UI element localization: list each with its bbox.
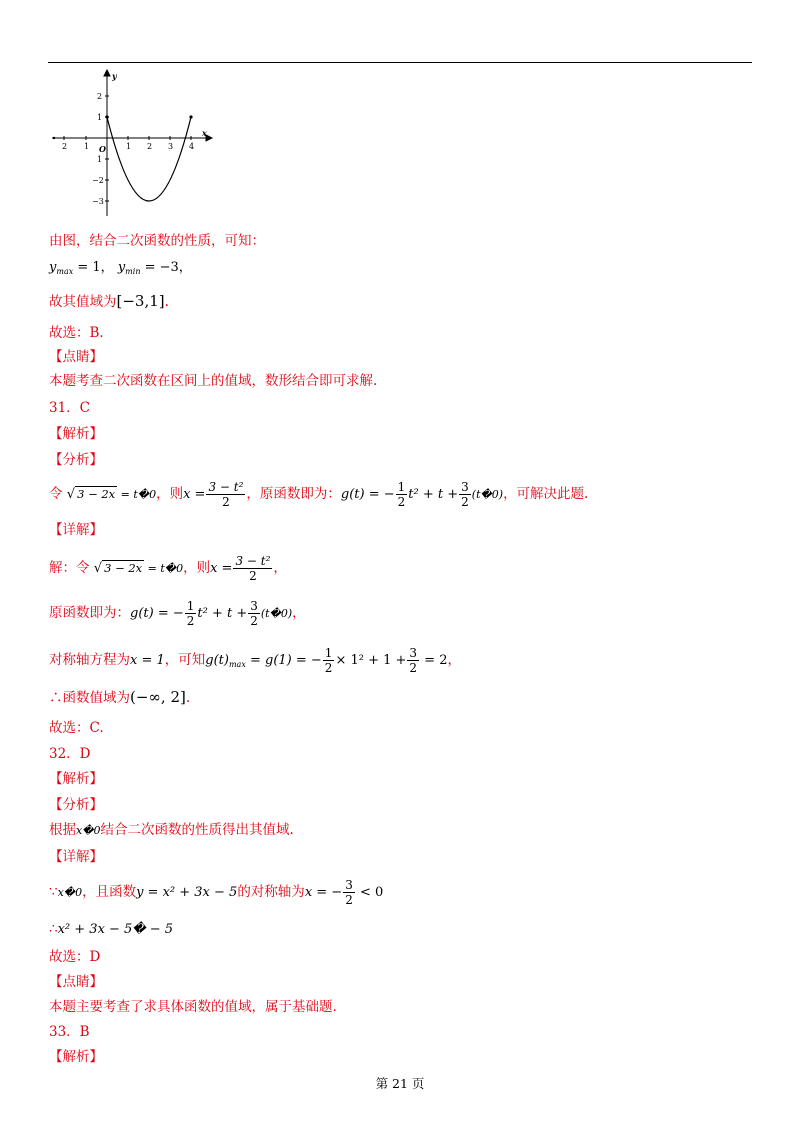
- fraction: $\frac{\text{3 − t²}}{2}$: [208, 480, 244, 509]
- conclusion-line: [49, 920, 173, 939]
- fraction: $\frac{1}{2}$: [324, 646, 333, 675]
- solution-line: 解：令 √ 3 − 2x = t�0，则x = $\frac{\text{3 − t²}}{2}$ ，: [49, 554, 287, 583]
- section-heading: 【解析】: [49, 426, 103, 442]
- math-text: g(t) = −: [340, 487, 395, 502]
- fraction: $\frac{1}{2}$: [397, 480, 406, 509]
- fraction: $\frac{3}{2}$: [250, 599, 258, 628]
- left-endpoint-dot: [105, 115, 108, 118]
- solution-line: [49, 877, 383, 908]
- subscript-min: min: [125, 267, 141, 276]
- header-rule: [48, 62, 752, 63]
- text-span: 对称轴方程为: [49, 652, 130, 668]
- text-line: 由图，结合二次函数的性质，可知：: [49, 233, 265, 249]
- math-text: = −3，: [140, 260, 192, 275]
- section-heading: 【解析】: [49, 771, 103, 787]
- x-tick-label: 1: [84, 142, 90, 151]
- question-number: 32．D: [49, 746, 91, 762]
- text-line: 本题考查二次函数在区间上的值域，数形结合即可求解.: [49, 373, 378, 389]
- text-span: ∴: [49, 921, 58, 937]
- fraction: $\frac{3}{2}$: [345, 878, 353, 907]
- range-line: [49, 292, 169, 311]
- text-span: ，: [292, 605, 306, 621]
- var-y: y: [117, 260, 126, 275]
- text-span: ，: [273, 560, 287, 576]
- math-text: (t�0): [471, 488, 504, 501]
- math-text: × 1² + 1 +: [335, 653, 407, 668]
- text-span: 原函数即为：: [49, 605, 130, 621]
- y-tick-label: −3: [92, 197, 104, 206]
- subscript-max: max: [228, 660, 246, 669]
- x-tick-label: 2: [147, 142, 153, 151]
- section-heading: 【详解】: [49, 849, 103, 865]
- text-line: 本题主要考查了求具体函数的值域，属于基础题.: [49, 999, 337, 1015]
- page-number: 第 21 页: [375, 1076, 425, 1091]
- math-text: t² + t +: [197, 606, 248, 621]
- math-text: = 1，: [73, 260, 114, 275]
- section-heading: 【详解】: [49, 522, 103, 538]
- x-tick-label: 4: [189, 142, 195, 151]
- text-span: ，则: [183, 560, 211, 576]
- x-tick-label: 2: [62, 142, 68, 151]
- fraction: $\frac{1}{2}$: [186, 599, 195, 628]
- range-line: [49, 688, 190, 707]
- math-text: g(t) = −: [130, 606, 184, 621]
- text-span: .: [164, 294, 169, 310]
- right-endpoint-dot: [189, 115, 192, 118]
- analysis-line: 令 √ 3 − 2x = t�0，则x = $\frac{\text{3 − t²}}{2}$ ，原函数即为：g(t) = − $\frac{1}{2}$ t² + t + $\frac{3}{2}$ (t�0)，可解决此题.: [49, 480, 589, 509]
- math-text: g(t): [205, 653, 229, 668]
- y-tick-label: 2: [97, 92, 103, 101]
- math-text: t² + t +: [408, 487, 459, 502]
- text-span: ，: [447, 652, 461, 668]
- x-tick-label: 1: [126, 142, 132, 151]
- text-span: 故其值域为: [49, 294, 117, 310]
- sqrt-expr: 3 − 2x: [77, 487, 116, 501]
- y-axis-label: y: [112, 71, 117, 81]
- var-y: y: [49, 260, 57, 275]
- math-text: x = −: [304, 885, 343, 900]
- math-text: x = 1: [130, 653, 165, 668]
- text-span: ，可知: [164, 652, 206, 668]
- text-span: 结合二次函数的性质得出其值域.: [100, 822, 294, 838]
- text-span: 根据: [49, 822, 76, 838]
- math-text: x�0: [57, 886, 83, 899]
- text-span: 的对称轴为: [237, 884, 305, 900]
- question-number: 33．B: [49, 1024, 90, 1040]
- math-text: = t�0: [144, 562, 184, 575]
- y-axis-arrow: [104, 70, 110, 76]
- text-span: ，原函数即为：: [246, 486, 341, 502]
- math-text: y = x² + 3x − 5: [136, 885, 238, 900]
- solution-line: [49, 598, 306, 629]
- fraction: $\frac{3}{2}$: [461, 480, 469, 509]
- fraction: $\frac{3}{2}$: [409, 646, 418, 675]
- math-text: < 0: [355, 885, 384, 900]
- section-heading: 【点睛】: [49, 349, 103, 365]
- math-text: = t�0: [117, 488, 157, 501]
- math-text: = g(1) = −: [245, 653, 322, 668]
- text-span: ，且函数: [82, 884, 137, 900]
- text-span: ，则: [156, 486, 184, 502]
- x-axis-arrow: [206, 135, 212, 141]
- section-heading: 【解析】: [49, 1049, 103, 1065]
- math-text: x =: [183, 487, 206, 502]
- x-tick-label: 3: [168, 142, 174, 151]
- math-text: (t�0): [260, 607, 293, 620]
- text-span: ∴函数值域为: [49, 690, 130, 706]
- section-heading: 【点睛】: [49, 974, 103, 990]
- sqrt-expr: 3 − 2x: [104, 561, 143, 575]
- parabola-graph: [46, 66, 216, 222]
- math-text: x =: [210, 561, 233, 576]
- text-span: ∵: [49, 884, 58, 900]
- y-tick-label: 1: [97, 155, 103, 164]
- text-line: 故选：D: [49, 949, 101, 965]
- text-line: 故选：C.: [49, 720, 104, 736]
- axis-start-dot: [53, 137, 55, 139]
- math-text: = 2: [420, 653, 448, 668]
- analysis-line: [49, 821, 294, 840]
- solution-line: [49, 645, 461, 680]
- fraction: $\frac{\text{3 − t²}}{2}$: [235, 554, 271, 583]
- interval: (−∞, 2]: [130, 688, 186, 706]
- text-span: 解：令: [49, 560, 90, 576]
- subscript-max: max: [56, 267, 74, 276]
- text-span: .: [185, 690, 191, 706]
- section-heading: 【分析】: [49, 797, 103, 813]
- math-text: x�0: [76, 824, 101, 837]
- text-span: 令: [49, 486, 63, 502]
- text-line: 故选：B.: [49, 325, 104, 341]
- math-line-yvalues: [49, 259, 192, 281]
- parabola-curve: [107, 117, 191, 201]
- x-axis-label: x: [202, 128, 207, 138]
- origin-label: O: [99, 144, 106, 154]
- question-number: 31．C: [49, 400, 91, 416]
- y-tick-label: 1: [97, 113, 103, 122]
- section-heading: 【分析】: [49, 452, 103, 468]
- interval: [−3,1]: [116, 292, 165, 310]
- text-span: ，可解决此题.: [503, 486, 589, 502]
- y-tick-label: −2: [92, 176, 104, 185]
- math-text: x² + 3x − 5� − 5: [57, 922, 174, 937]
